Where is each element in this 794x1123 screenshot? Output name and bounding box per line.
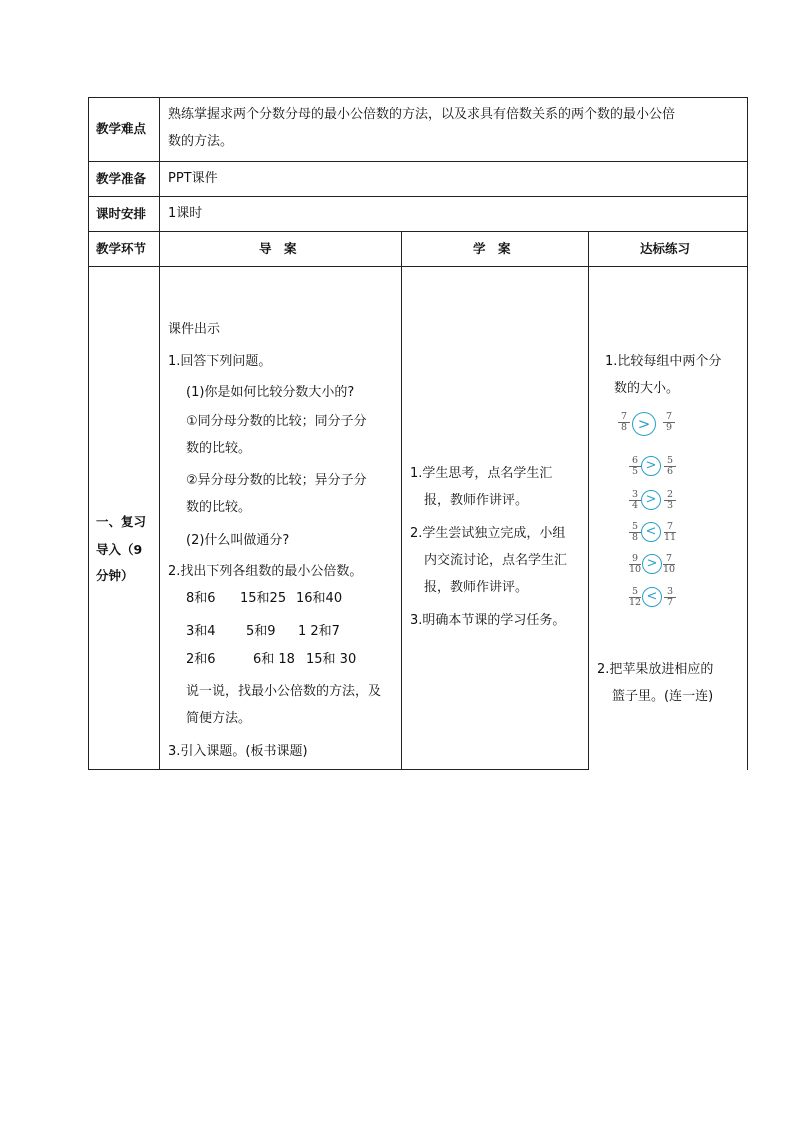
fraction-left	[628, 522, 642, 543]
practice-line: 篮子里。(连一连)	[612, 689, 714, 704]
fraction-numerator: 2	[666, 489, 674, 500]
fraction-denominator: 8	[631, 532, 639, 543]
header-practice: 达标练习	[640, 241, 691, 256]
fraction-denominator: 9	[665, 422, 673, 433]
fraction-numerator: 7	[666, 521, 674, 532]
table-line	[747, 97, 748, 770]
table-line	[88, 769, 588, 770]
table-line	[588, 231, 589, 770]
guide-line: ②异分母分数的比较；异分子分	[186, 473, 367, 488]
stage-line2: 导入（9	[96, 542, 143, 557]
lcm-pair: 15和25	[240, 591, 287, 606]
fraction-right	[662, 412, 676, 433]
fraction-denominator: 10	[628, 564, 642, 575]
fraction-denominator: 7	[666, 597, 674, 608]
header-stage: 教学环节	[96, 241, 147, 256]
study-line: 报，教师作讲评。	[424, 580, 529, 595]
study-line: 内交流讨论，点名学生汇	[424, 553, 568, 568]
fraction-denominator: 12	[628, 597, 642, 608]
practice-line: 1.比较每组中两个分	[605, 354, 722, 369]
lcm-pair: 1 2和7	[298, 624, 340, 639]
fraction-numerator: 7	[665, 553, 673, 564]
comparison-sign-circle: <	[642, 587, 662, 607]
fraction-denominator: 10	[662, 564, 676, 575]
guide-line: 课件出示	[168, 322, 221, 337]
guide-line: (1)你是如何比较分数大小的?	[186, 385, 355, 400]
comparison-sign-circle: >	[642, 554, 662, 574]
study-line: 3.明确本节课的学习任务。	[410, 613, 566, 628]
table-line	[88, 266, 748, 267]
stage-line3: 分钟）	[96, 568, 134, 583]
comparison-sign-circle: >	[641, 490, 661, 510]
fraction-numerator: 7	[665, 411, 673, 422]
fraction-denominator: 6	[666, 466, 674, 477]
lcm-pair: 3和4	[186, 624, 216, 639]
table-line	[88, 231, 748, 232]
study-line: 报，教师作讲评。	[424, 493, 529, 508]
table-line	[159, 97, 160, 770]
header-study: 学 案	[473, 241, 511, 256]
fraction-denominator: 8	[620, 422, 628, 433]
preparation-label: 教学准备	[96, 171, 147, 186]
guide-line: 2.找出下列各组数的最小公倍数。	[168, 564, 363, 579]
schedule-value: 1课时	[168, 206, 203, 221]
comparison-sign-circle: >	[632, 412, 656, 436]
fraction-denominator: 4	[631, 500, 639, 511]
fraction-right	[663, 522, 677, 543]
schedule-label: 课时安排	[96, 206, 147, 221]
practice-line: 数的大小。	[614, 381, 680, 396]
lcm-pair: 16和40	[296, 591, 343, 606]
fraction-left	[617, 412, 631, 433]
table-line	[88, 196, 748, 197]
fraction-left	[628, 587, 642, 608]
study-line: 1.学生思考，点名学生汇	[410, 466, 553, 481]
comparison-sign-circle: >	[641, 456, 661, 476]
fraction-numerator: 9	[631, 553, 639, 564]
difficulty-text-line1: 熟练掌握求两个分数分母的最小公倍数的方法，以及求具有倍数关系的两个数的最小公倍	[168, 107, 676, 122]
guide-line: 简便方法。	[186, 711, 252, 726]
guide-line: 1.回答下列问题。	[168, 354, 272, 369]
preparation-value: PPT课件	[168, 171, 218, 186]
fraction-numerator: 6	[631, 455, 639, 466]
fraction-numerator: 5	[666, 455, 674, 466]
fraction-numerator: 5	[631, 586, 639, 597]
practice-line: 2.把苹果放进相应的	[597, 662, 714, 677]
fraction-numerator: 3	[631, 489, 639, 500]
fraction-right	[663, 587, 677, 608]
header-guide: 导 案	[259, 241, 297, 256]
stage-line1: 一、复习	[96, 514, 147, 529]
fraction-numerator: 5	[631, 521, 639, 532]
guide-line: ①同分母分数的比较；同分子分	[186, 414, 367, 429]
fraction-numerator: 3	[666, 586, 674, 597]
table-line	[88, 97, 748, 98]
comparison-sign-circle: <	[641, 522, 661, 542]
fraction-right	[662, 554, 676, 575]
lcm-pair: 6和 18	[253, 652, 295, 667]
guide-line: 数的比较。	[186, 500, 252, 515]
lcm-pair: 5和9	[246, 624, 276, 639]
fraction-left	[628, 456, 642, 477]
guide-line: 说一说，找最小公倍数的方法，及	[186, 684, 382, 699]
lcm-pair: 15和 30	[306, 652, 357, 667]
guide-line: 3.引入课题。(板书课题)	[168, 744, 308, 759]
fraction-denominator: 11	[663, 532, 677, 543]
difficulty-text-line2: 数的方法。	[168, 134, 234, 149]
fraction-denominator: 3	[666, 500, 674, 511]
table-line	[401, 231, 402, 770]
fraction-denominator: 5	[631, 466, 639, 477]
lcm-pair: 8和6	[186, 591, 216, 606]
table-line	[88, 97, 89, 770]
fraction-left	[628, 554, 642, 575]
table-line	[88, 161, 748, 162]
guide-line: (2)什么叫做通分?	[186, 533, 290, 548]
difficulty-label: 教学难点	[96, 121, 147, 136]
fraction-numerator: 7	[620, 411, 628, 422]
guide-line: 数的比较。	[186, 441, 252, 456]
fraction-right	[663, 490, 677, 511]
fraction-left	[628, 490, 642, 511]
lcm-pair: 2和6	[186, 652, 216, 667]
fraction-right	[663, 456, 677, 477]
study-line: 2.学生尝试独立完成，小组	[410, 526, 566, 541]
